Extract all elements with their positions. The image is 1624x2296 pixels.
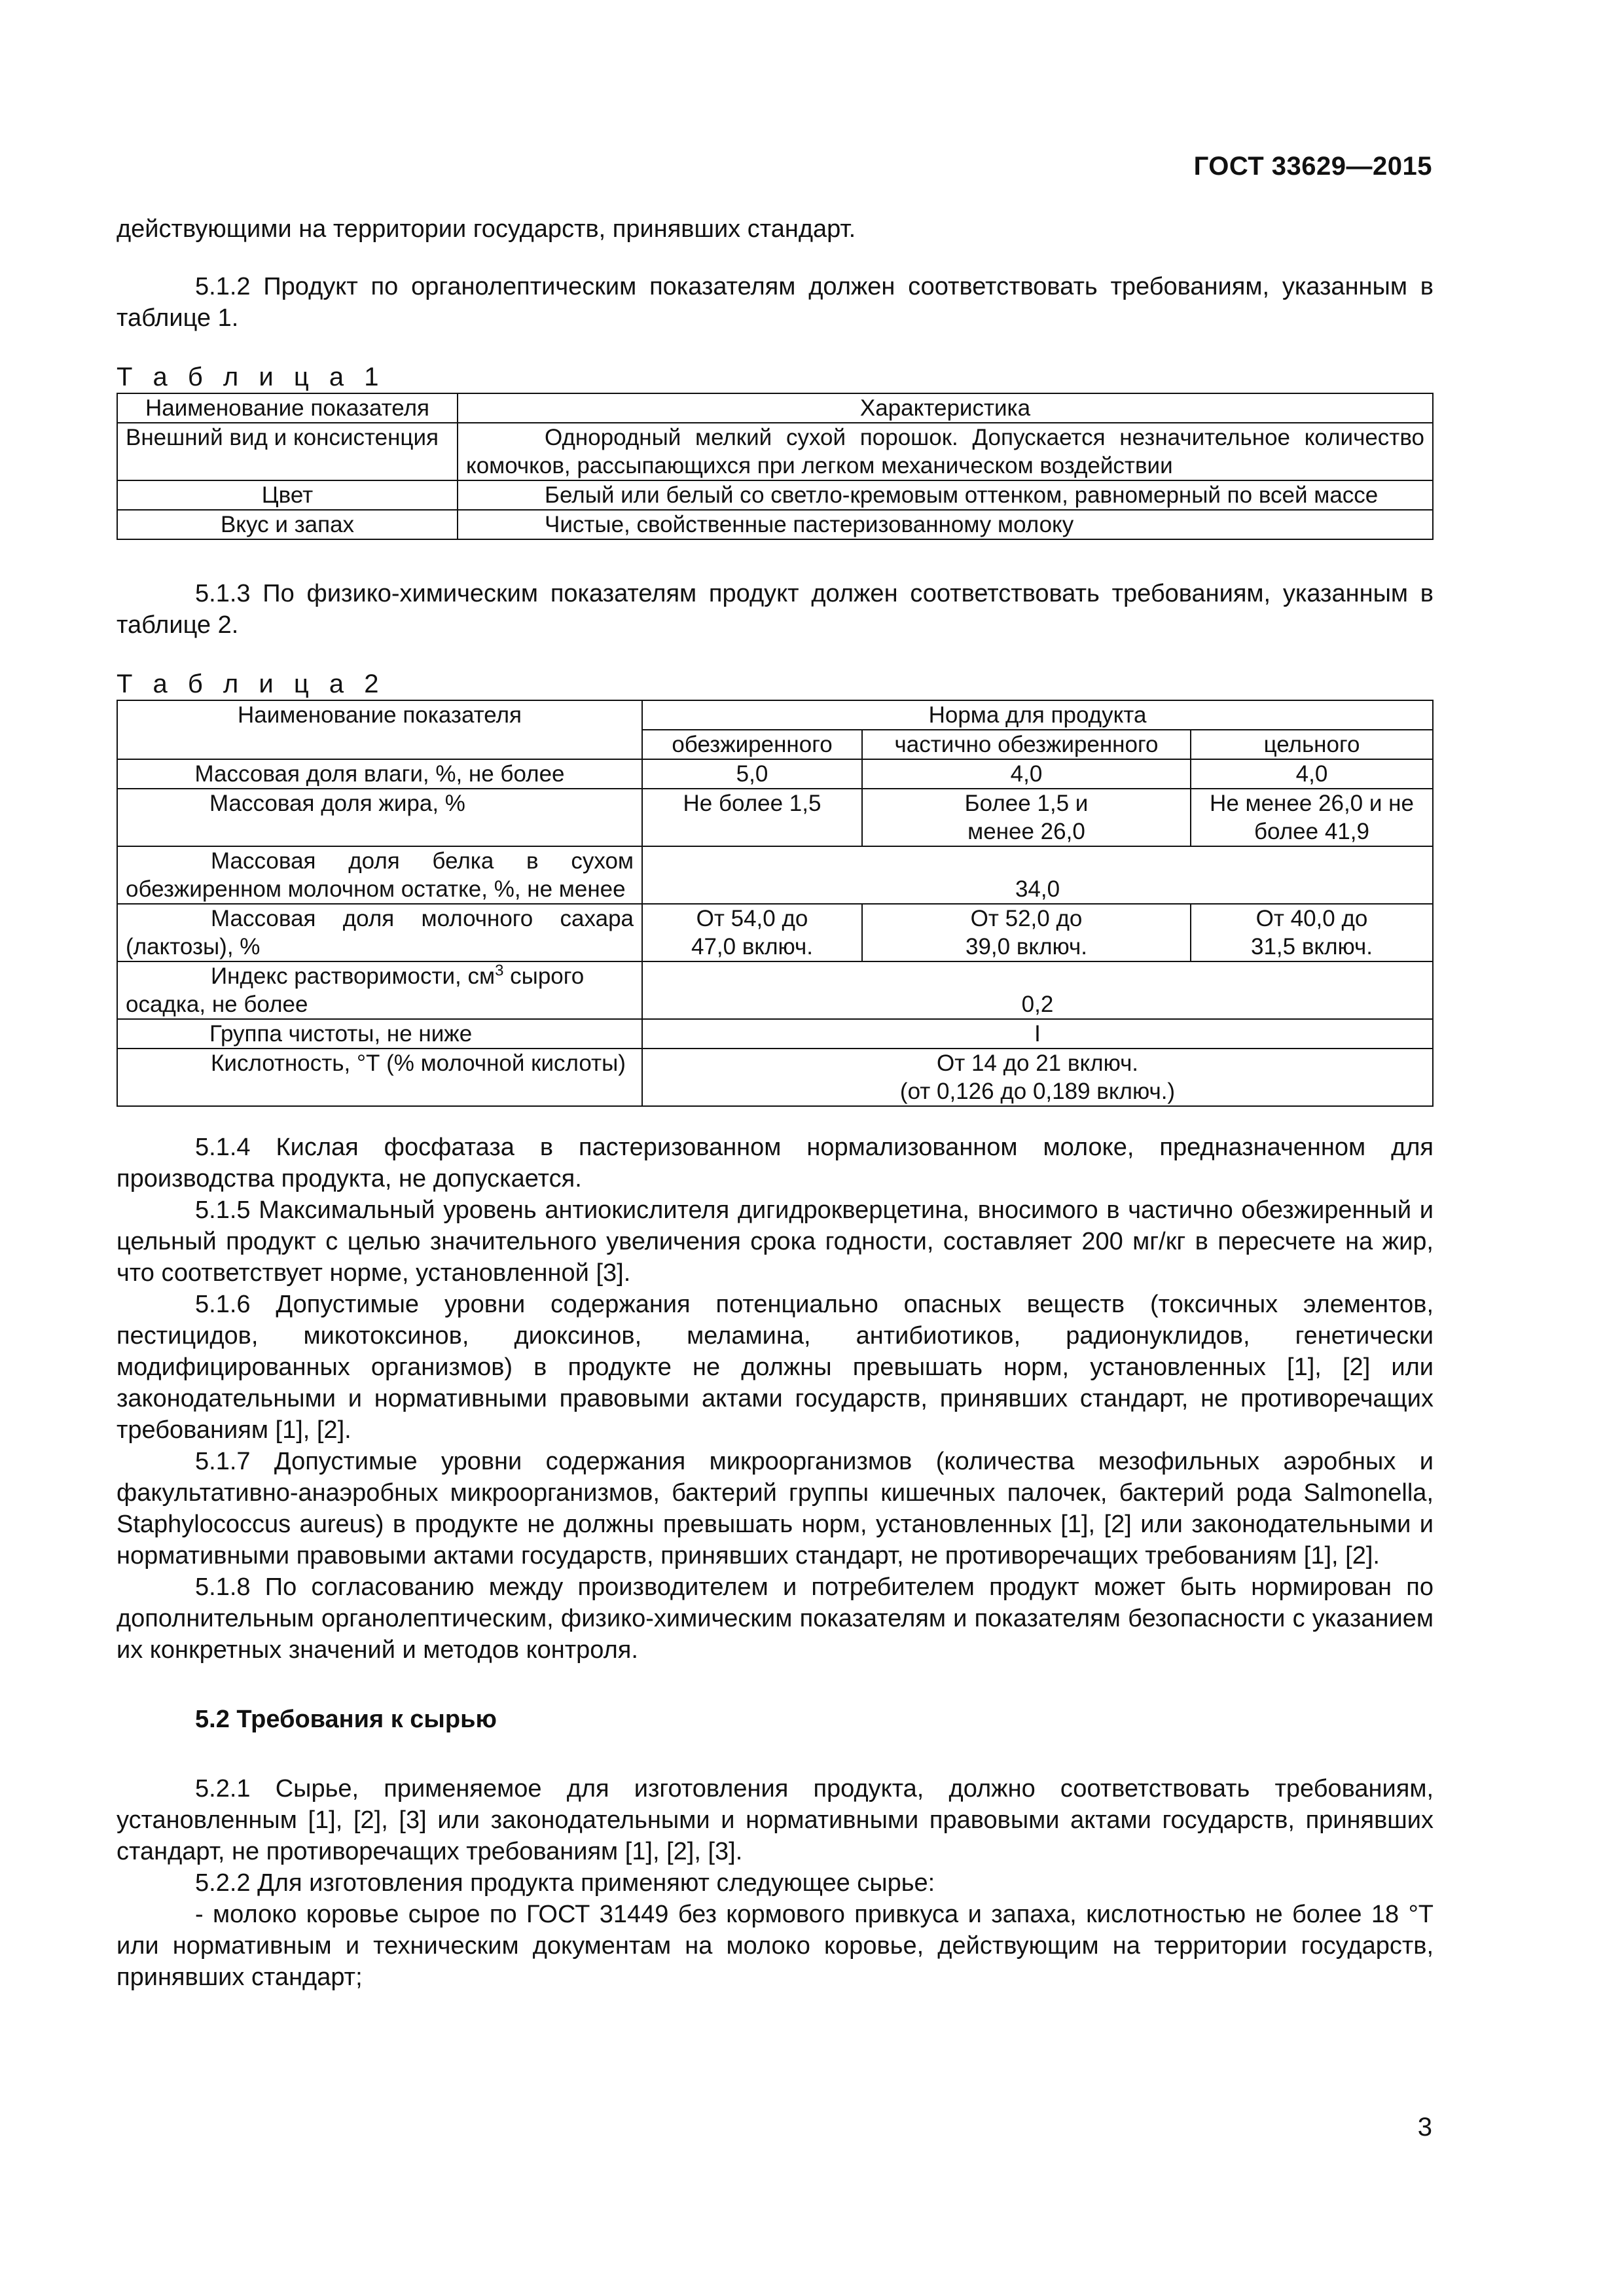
paragraph-5-1-8: 5.1.8 По согласованию между производителем и потребителем продукт может быть нормирован по дополнительным органолептическим, физико-химическим показателям и показателям безопасности с указанием их конкретных значений и методов контроля. bbox=[117, 1573, 1434, 1664]
table2-row-name: Массовая доля жира, % bbox=[117, 789, 642, 846]
table2-cell: От 54,0 до 47,0 включ. bbox=[642, 904, 862, 961]
table2-cell: 4,0 bbox=[1191, 759, 1433, 789]
table2-cell: 34,0 bbox=[642, 846, 1433, 904]
table2-row-name: Кислотность, °Т (% молочной кислоты) bbox=[117, 1049, 642, 1106]
table-row bbox=[117, 1019, 1433, 1049]
standard-code-header: ГОСТ 33629—2015 bbox=[1193, 152, 1432, 181]
table-row bbox=[117, 1049, 1433, 1106]
table1-row-value: Белый или белый со светло-кремовым оттенком, равномерный по всей массе bbox=[458, 480, 1433, 510]
table-row bbox=[117, 759, 1433, 789]
table2-row-name bbox=[117, 961, 642, 1019]
table1-header-row bbox=[117, 393, 1433, 423]
table2-cell bbox=[642, 1049, 1433, 1106]
table2-header-row bbox=[117, 700, 1433, 730]
table2-caption: Т а б л и ц а 2 bbox=[117, 670, 386, 698]
table2-header-norm: Норма для продукта bbox=[642, 700, 1433, 730]
table2-subheader-whole: цельного bbox=[1191, 730, 1433, 759]
paragraph-5-1-5: 5.1.5 Максимальный уровень антиокислителя дигидрокверцетина, вносимого в частично обезжиренный и цельный продукт с целью значительного увеличения срока годности, составляет 200 мг/кг в пересчете на жир, что соответствует норме, установленной [3]. bbox=[117, 1196, 1434, 1287]
table2-cell: 5,0 bbox=[642, 759, 862, 789]
table2-cell: 4,0 bbox=[862, 759, 1191, 789]
table2-cell: От 52,0 до 39,0 включ. bbox=[862, 904, 1191, 961]
table1-row-name: Вкус и запах bbox=[117, 510, 458, 539]
table2-subheader-partial: частично обезжиренного bbox=[862, 730, 1191, 759]
table2-row-name: Массовая доля белка в сухом обезжиренном молочном остатке, %, не менее bbox=[117, 846, 642, 904]
table2-cell: Не менее 26,0 и не более 41,9 bbox=[1191, 789, 1433, 846]
table2-cell: 0,2 bbox=[642, 961, 1433, 1019]
solubility-name-rest: сырого осадка, не более bbox=[126, 963, 585, 1017]
table1-row-name: Цвет bbox=[117, 480, 458, 510]
paragraph-5-1-7: 5.1.7 Допустимые уровни содержания микроорганизмов (количества мезофильных аэробных и факультативно-анаэробных микроорганизмов, бактерий группы кишечных палочек, бактерий рода Salmonella, Staphylococcus aureus) в продукте не должны превышать норм, установленных [1], [2] или законодательными и нормативными правовыми актами государств, принявших стандарт, не противоречащих требованиям [1], [2]. bbox=[117, 1448, 1434, 1570]
table1-header-characteristic: Характеристика bbox=[458, 393, 1433, 423]
table-2-physicochemical bbox=[117, 700, 1434, 1107]
superscript-3: 3 bbox=[495, 961, 504, 980]
table2-cell: От 40,0 до 31,5 включ. bbox=[1191, 904, 1433, 961]
table-row bbox=[117, 904, 1433, 961]
page-number: 3 bbox=[1417, 2113, 1432, 2142]
table1-caption: Т а б л и ц а 1 bbox=[117, 363, 386, 391]
main-content bbox=[117, 213, 1434, 1993]
section-heading-5-2: 5.2 Требования к сырью bbox=[195, 1706, 497, 1733]
table2-cell: Не более 1,5 bbox=[642, 789, 862, 846]
solubility-name-part: Индекс растворимости, см bbox=[211, 963, 496, 989]
table-1-organoleptic bbox=[117, 393, 1434, 540]
table2-subheader-skim: обезжиренного bbox=[642, 730, 862, 759]
paragraph-5-1-2: 5.1.2 Продукт по органолептическим показателям должен соответствовать требованиям, указанным в таблице 1. bbox=[117, 273, 1434, 332]
table2-cell: I bbox=[642, 1019, 1433, 1049]
table2-cell: Более 1,5 и менее 26,0 bbox=[862, 789, 1191, 846]
paragraph-5-1-6: 5.1.6 Допустимые уровни содержания потенциально опасных веществ (токсичных элементов, пестицидов, микотоксинов, диоксинов, меламина, антибиотиков, радионуклидов, генетически модифицированных организмов) в продукте не должны превышать норм, установленных [1], [2] или законодательными и нормативными правовыми актами государств, принявших стандарт, не противоречащих требованиям [1], [2]. bbox=[117, 1291, 1434, 1444]
acidity-value-line2: (от 0,126 до 0,189 включ.) bbox=[899, 1079, 1176, 1104]
table-row bbox=[117, 789, 1433, 846]
table1-row-value: Однородный мелкий сухой порошок. Допускается незначительное количество комочков, рассыпающихся при легком механическом воздействии bbox=[458, 423, 1433, 480]
table2-row-name: Массовая доля молочного сахара (лактозы), % bbox=[117, 904, 642, 961]
paragraph-5-1-3: 5.1.3 По физико-химическим показателям продукт должен соответствовать требованиям, указанным в таблице 2. bbox=[117, 580, 1434, 639]
table1-row-name: Внешний вид и консистенция bbox=[117, 423, 458, 480]
table2-row-name: Массовая доля влаги, %, не более bbox=[117, 759, 642, 789]
table-row bbox=[117, 423, 1433, 480]
table1-row-value: Чистые, свойственные пастеризованному молоку bbox=[458, 510, 1433, 539]
table2-header-name: Наименование показателя bbox=[117, 700, 642, 759]
table2-row-name: Группа чистоты, не ниже bbox=[117, 1019, 642, 1049]
paragraph-5-2-2: 5.2.2 Для изготовления продукта применяют следующее сырье: bbox=[195, 1869, 935, 1897]
table-row bbox=[117, 961, 1433, 1019]
paragraph-5-2-1: 5.2.1 Сырье, применяемое для изготовления продукта, должно соответствовать требованиям, установленным [1], [2], [3] или законодательными и нормативными правовыми актами государств, принявших стандарт, не противоречащих требованиям [1], [2], [3]. bbox=[117, 1775, 1434, 1865]
table-row bbox=[117, 480, 1433, 510]
table1-header-name: Наименование показателя bbox=[117, 393, 458, 423]
list-item-raw-milk: - молоко коровье сырое по ГОСТ 31449 без кормового привкуса и запаха, кислотностью не более 18 °Т или нормативным и техническим документам на молоко коровье, действующим на территории государств, принявших стандарт; bbox=[117, 1901, 1434, 1991]
table-row bbox=[117, 510, 1433, 539]
table-row bbox=[117, 846, 1433, 904]
paragraph-5-1-4: 5.1.4 Кислая фосфатаза в пастеризованном нормализованном молоке, предназначенном для производства продукта, не допускается. bbox=[117, 1134, 1434, 1193]
acidity-value-line1: От 14 до 21 включ. bbox=[936, 1050, 1139, 1076]
paragraph-continuation: действующими на территории государств, принявших стандарт. bbox=[117, 215, 856, 243]
